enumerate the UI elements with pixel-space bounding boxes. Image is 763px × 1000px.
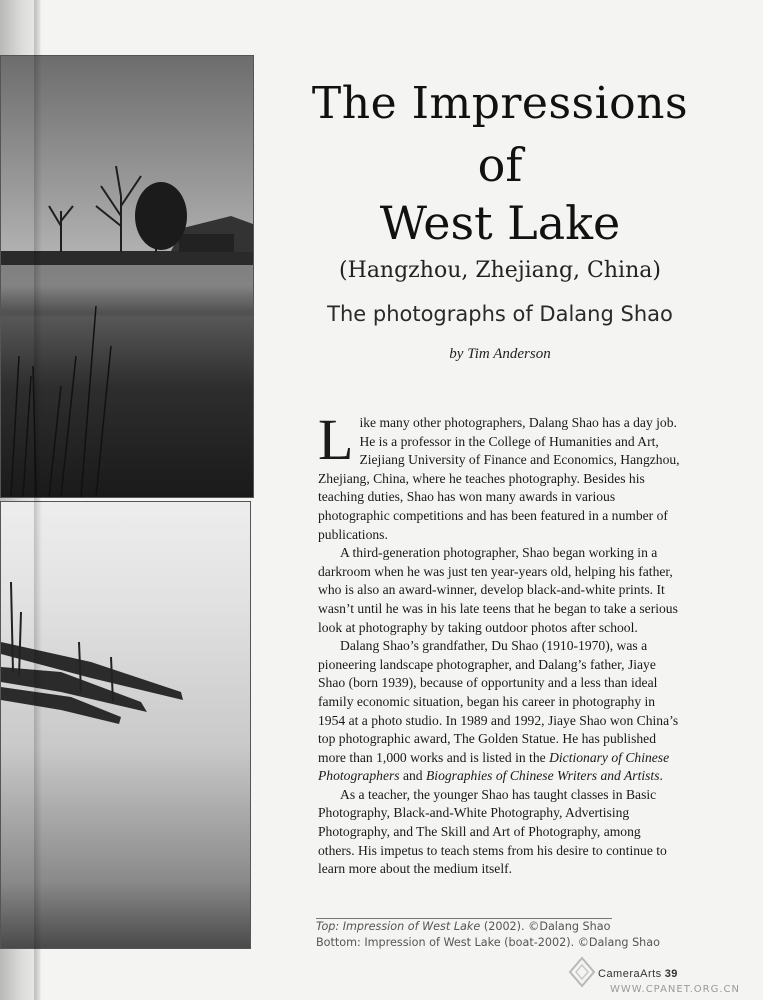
magazine-name: CameraArts	[598, 968, 662, 980]
book-title-dictionary: Dictionary of Chinese Photographers	[318, 749, 670, 784]
article-location: (Hangzhou, Zhejiang, China)	[339, 258, 661, 283]
article-title-line-1: The Impressions	[311, 78, 689, 129]
paragraph-1-text: ike many other photographers, Dalang Shao has a day job. He is a professor in the College of Humanities and Art, Ziejiang University of Finance and Economics, Hangzhou, Zhejiang, China, where he teaches photography. Besides his teaching duties, Shao has won many awards in various photographic competitions and has been featured in a number of publications.	[318, 415, 680, 542]
paragraph-3	[318, 637, 680, 786]
paragraph-1	[318, 407, 680, 544]
caption-top	[316, 920, 696, 933]
page-footer	[598, 968, 678, 980]
paragraph-3-text-a: Dalang Shao’s grandfather, Du Shao (1910-1970), was a pioneering landscape photographer, and Dalang’s father, Jiaye Shao (born 1939), because of opportunity and a less than ideal family economic situation, began his career in photography in 1954 at a photo studio. In 1989 and 1992, Jiaye Shao won China’s top photographic award, The Golden Statue. He has published more than 1,000 works and is listed in the	[318, 638, 679, 765]
page-gutter-shadow	[34, 0, 42, 1000]
caption-divider	[316, 918, 612, 919]
watermark-url: WWW.CPANET.ORG.CN	[610, 984, 741, 995]
paragraph-2: A third-generation photographer, Shao began working in a darkroom when he was just ten year-years old, helping his father, who is also an award-winner, develop black-and-white prints. It wasn’t until he was in his late teens that he began to take a serious look at photography by taking outdoor photos after school.	[318, 545, 678, 635]
article-title-line-3: West Lake	[379, 196, 621, 250]
paragraph-3-text-c: .	[659, 768, 663, 784]
caption-top-credit: (2002). ©Dalang Shao	[480, 920, 611, 933]
drop-cap: L	[318, 407, 354, 472]
book-title-biographies: Biographies of Chinese Writers and Artists	[426, 768, 660, 784]
article-title-line-2: of	[477, 138, 523, 192]
paragraph-3-text-b: and	[399, 768, 426, 784]
article-body	[318, 407, 680, 879]
caption-top-title: Top: Impression of West Lake	[316, 920, 481, 933]
paragraph-4: As a teacher, the younger Shao has taught classes in Basic Photography, Black-and-White Photography, Advertising Photography, and The Skill and Art of Photography, among others. His impetus to teach stems from his desire to continue to learn more about the medium itself.	[318, 786, 667, 877]
article-byline: by Tim Anderson	[449, 346, 551, 362]
article-subtitle: The photographs of Dalang Shao	[327, 302, 673, 326]
page-number: 39	[664, 968, 678, 980]
caption-bottom: Bottom: Impression of West Lake (boat-2002). ©Dalang Shao	[316, 936, 660, 949]
